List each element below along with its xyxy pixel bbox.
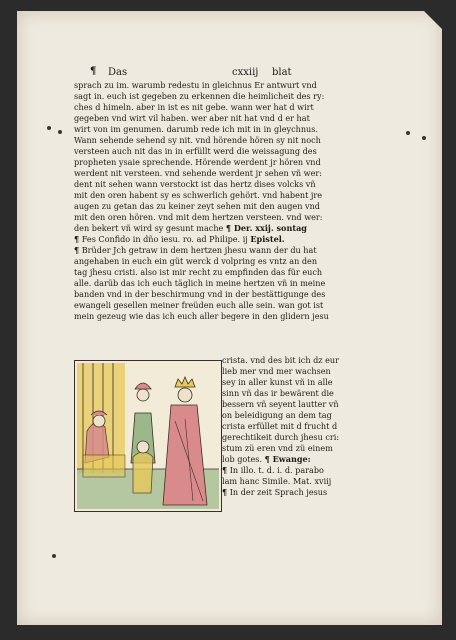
wormhole-mark (422, 136, 426, 140)
text-line: bessern vñ seyent lautter vñ (222, 399, 339, 409)
woodcut-illustration (74, 360, 222, 512)
text-line: mein gezeug wie das ich euch aller begere in den glidern jesu (74, 311, 329, 321)
text-line: gegeben vnd wirt vil haben. wer aber nit hat vnd d er hat (74, 113, 310, 123)
text-line: lieb mer vnd mer wachsen (222, 366, 331, 376)
text-line (74, 223, 364, 234)
text-line: werdent nit versteen. vnd sehende werdent jr sehen vñ wer: (74, 168, 322, 178)
text-line: stum zü eren vnd zü einem (222, 443, 333, 453)
text-line-part: Fes Confido in dño iesu. ro. ad Philipe. ij (81, 234, 248, 244)
rubric-epistle: Epistel. (250, 234, 285, 244)
text-line-part: In illo. t. d. i. d. parabo (229, 465, 324, 475)
text-line: mit den oren habent sy es schwerlich gehört. vnd habent jre (74, 190, 323, 200)
text-line: mit den oren hören. vnd mit dem hertzen versteen. vnd wer: (74, 212, 323, 222)
text-line: sey in aller kunst vñ in alle (222, 377, 333, 387)
text-line: tag jhesu cristi. also ist mir recht zu empfinden das für euch (74, 267, 323, 277)
woodcut-king-and-servant-icon (75, 361, 221, 511)
text-line: sagt in. euch ist gegeben zu erkennen die heimlicheit des ry: (74, 91, 325, 101)
text-line: Wann sehende sehend sy nit. vnd hörende hören sy nit noch (74, 135, 321, 145)
wormhole-mark (47, 126, 51, 130)
header-left: Das (108, 67, 128, 78)
text-line: angehaben in euch ein güt werck d volpring es vntz an den (74, 256, 318, 266)
text-line: wirt von im genumen. darumb rede ich mit in in gleychnus. (74, 124, 318, 134)
text-line-part: lob gotes. (222, 454, 263, 464)
text-line: banden vnd in der beschirmung vnd in der bestättigunge des (74, 289, 326, 299)
main-text (74, 80, 364, 322)
text-line-part: Brüder Jch getraw in dem hertzen jhesu wann der du hat (81, 245, 317, 255)
text-line: crista erfüllet mit d frucht d (222, 421, 338, 431)
text-line: propheten ysaie sprechende. Hörende werdent jr hören vnd (74, 157, 321, 167)
text-line: augen zu getan das zu keiner zeyt sehen mit den augen vnd (74, 201, 320, 211)
rubric-evangelium-label: Ewange: (272, 454, 311, 464)
text-line (74, 234, 364, 245)
text-line (222, 487, 372, 498)
rubric-sunday: ¶ Der. xxij. sontag (225, 223, 307, 233)
text-line: dent nit sehen wann verstockt ist das hertz dises volcks vñ (74, 179, 316, 189)
text-line: crista. vnd des bit ich dz eur (222, 355, 339, 365)
header-right: blat (272, 67, 292, 78)
right-column-text (222, 355, 372, 498)
text-line: on beleidigung an dem tag (222, 410, 332, 420)
text-line (222, 454, 372, 465)
pilcrow-icon: ¶ (90, 66, 97, 77)
text-line: ches d himeln. aber in ist es nit gebe. wann wer hat d wirt (74, 102, 314, 112)
text-line (74, 245, 364, 256)
header-folio: cxxiij (232, 67, 259, 78)
text-line: alle. darüb das ich euch täglich in meine hertzen vñ in meine (74, 278, 326, 288)
corner-fold (424, 11, 442, 29)
pilcrow-icon: ¶ (222, 465, 228, 475)
pilcrow-icon: ¶ (74, 245, 80, 255)
pilcrow-icon: ¶ (74, 234, 80, 244)
text-line: lam hanc Simile. Mat. xviij (222, 476, 332, 486)
rubric-sunday-label: Der. xxij. sontag (233, 223, 307, 233)
text-line: sprach zu im. warumb redestu in gleichnus Er antwurt vnd (74, 80, 317, 90)
text-line: gerechtikeit durch jhesu cri: (222, 432, 340, 442)
rubric-evangelium: ¶ Ewange: (264, 454, 311, 464)
text-line-part: In der zeit Sprach jesus (229, 487, 328, 497)
text-line: ewangeli gesellen meiner freüden euch alle sein. wan got ist (74, 300, 324, 310)
text-line (222, 465, 372, 476)
wormhole-mark (406, 131, 410, 135)
wormhole-mark (58, 130, 62, 134)
text-line: versteen auch nit das in in erfüllt werd die weissagung des (74, 146, 317, 156)
pilcrow-icon: ¶ (222, 487, 228, 497)
wormhole-mark (52, 554, 56, 558)
book-leaf (17, 11, 442, 625)
text-line: sinn vñ das ir bewärent die (222, 388, 334, 398)
text-line-part: den bekert vñ wird sy gesunt mache (74, 223, 224, 233)
